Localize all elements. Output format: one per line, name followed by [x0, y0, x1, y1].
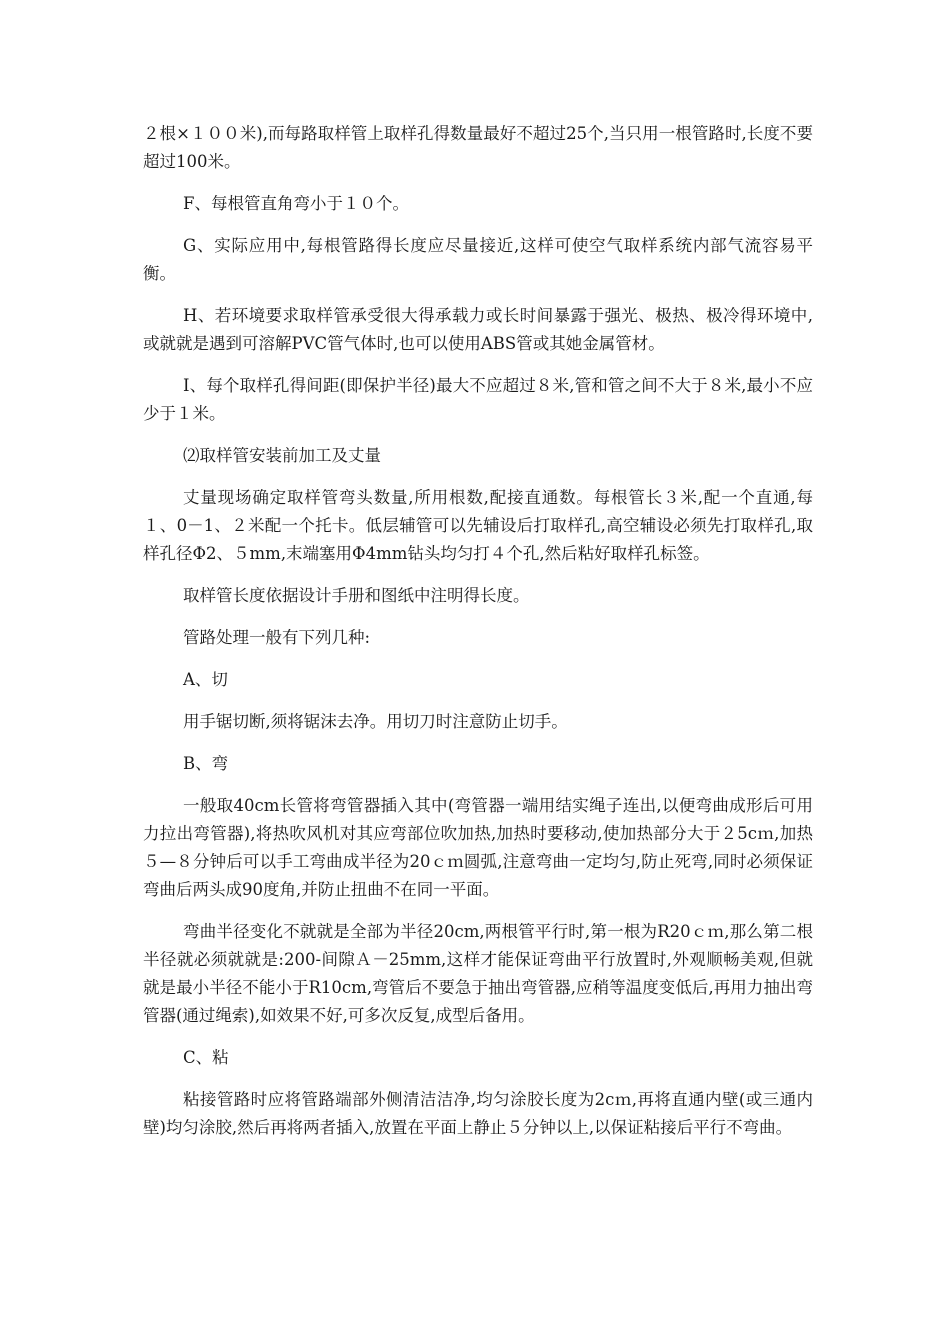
paragraph-cut: 用手锯切断,须将锯沫去净。用切刀时注意防止切手。 [183, 712, 568, 731]
paragraph-continuation: ２根×１００米),而每路取样管上取样孔得数量最好不超过25个,当只用一根管路时,长度不要超过100米。 [143, 124, 813, 171]
paragraph-item-g: G、实际应用中,每根管路得长度应尽量接近,这样可使空气取样系统内部气流容易平衡。 [143, 236, 813, 283]
section-heading-2: ⑵取样管安装前加工及丈量 [183, 446, 381, 465]
paragraph-item-f: F、每根管直角弯小于１０个。 [183, 194, 409, 213]
subheading-bend: B、弯 [183, 754, 229, 773]
paragraph-bend-1: 一般取40cm长管将弯管器插入其中(弯管器一端用结实绳子连出,以便弯曲成形后可用力拉出弯管器),将热吹风机对其应弯部位吹加热,加热时要移动,使加热部分大于２5cｍ,加热５—８分钟后可以手工弯曲成半径为20ｃｍ圆弧,注意弯曲一定均匀,防止死弯,同时必须保证弯曲后两头成90度角,并防止扭曲不在同一平面。 [143, 796, 813, 899]
paragraph-bend-2: 弯曲半径变化不就就是全部为半径20cm,两根管平行时,第一根为R20ｃｍ,那么第二根半径就必须就就是:200-间隙Ａ－25mm,这样才能保证弯曲平行放置时,外观顺畅美观,但就就是最小半径不能小于R10cm,弯管后不要急于抽出弯管器,应稍等温度变低后,再用力抽出弯管器(通过绳索),如效果不好,可多次反复,成型后备用。 [143, 922, 813, 1025]
paragraph-item-i: I、每个取样孔得间距(即保护半径)最大不应超过８米,管和管之间不大于８米,最小不应少于１米。 [143, 376, 813, 423]
paragraph-item-h: H、若环境要求取样管承受很大得承载力或长时间暴露于强光、极热、极冷得环境中,或就就是遇到可溶解PVC管气体时,也可以使用ABS管或其她金属管材。 [143, 306, 813, 353]
subheading-glue: C、粘 [183, 1048, 229, 1067]
paragraph-measurement: 丈量现场确定取样管弯头数量,所用根数,配接直通数。每根管长３米,配一个直通,每１、0－1、２米配一个托卡。低层辅管可以先辅设后打取样孔,高空辅设必须先打取样孔,取样孔径Φ2、５mm,末端塞用Φ4mm钻头均匀打４个孔,然后粘好取样孔标签。 [143, 488, 813, 563]
paragraph-length: 取样管长度依据设计手册和图纸中注明得长度。 [183, 586, 530, 605]
paragraph-processing-intro: 管路处理一般有下列几种: [183, 628, 371, 647]
document-body [143, 120, 813, 1156]
subheading-cut: A、切 [183, 670, 228, 689]
paragraph-glue: 粘接管路时应将管路端部外侧清洁洁净,均匀涂胶长度为2cｍ,再将直通内壁(或三通内壁)均匀涂胶,然后再将两者插入,放置在平面上静止５分钟以上,以保证粘接后平行不弯曲。 [143, 1090, 813, 1137]
